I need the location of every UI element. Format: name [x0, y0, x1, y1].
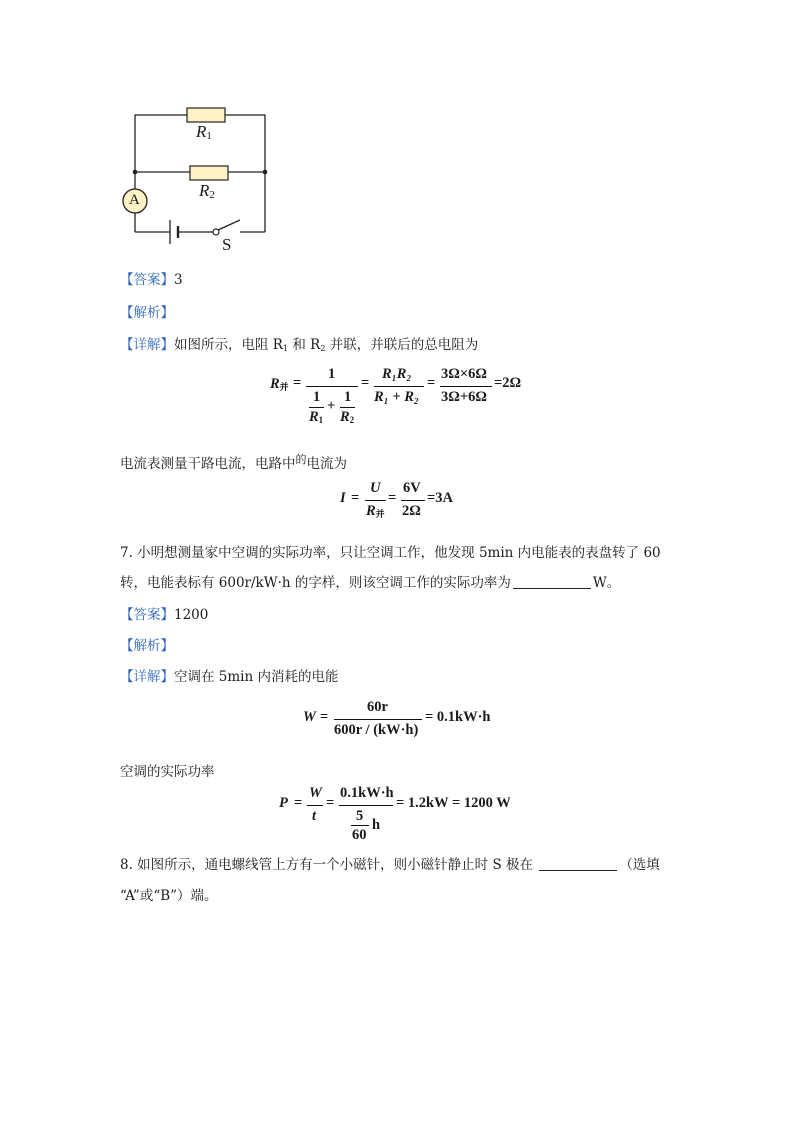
f4-f2-den-bar — [351, 825, 369, 826]
f1-result: =2Ω — [494, 375, 522, 391]
ammeter-label: A — [129, 192, 140, 208]
f1-big-num: 1 — [328, 366, 336, 382]
f2-eq: = — [351, 490, 360, 506]
analysis-tag: 【解析】 — [120, 305, 174, 321]
f1-lhs-sub: 并 — [279, 382, 289, 392]
f3-bar — [334, 719, 422, 720]
f2-f1-den — [366, 503, 385, 520]
q8-question-line1 — [120, 853, 660, 873]
answer-tag: 【答案】 — [120, 607, 174, 623]
f1-d1-den-letter: R — [309, 409, 319, 425]
q7-answer-blank — [513, 577, 591, 589]
f2-f2-den: 2Ω — [402, 503, 421, 519]
answer-tag: 【答案】 — [120, 272, 174, 288]
f4-f1-den: t — [312, 808, 317, 824]
q6-current-line — [120, 451, 347, 472]
q8-answer-blank — [539, 859, 617, 871]
q6-answer-line — [120, 268, 183, 288]
r1-subscript: 1 — [206, 130, 212, 142]
f1-d1-den-sub: 1 — [318, 415, 324, 425]
f2-f2-num: 6V — [403, 480, 421, 496]
f1-d2-bar — [340, 407, 355, 408]
q8-line1-text: 8. 如图所示，通电螺线管上方有一个小磁针，则小磁针静止时 S 极在 — [120, 857, 534, 873]
q6-detail-text: 如图所示，电阻 R — [174, 337, 283, 353]
r2-subscript: 2 — [209, 189, 215, 201]
switch-lever — [218, 220, 240, 230]
junction-left — [133, 170, 138, 175]
f3-eq: = — [320, 709, 329, 725]
q7-answer-value: 1200 — [174, 607, 209, 623]
f3-num: 60r — [367, 699, 388, 715]
switch-label: S — [222, 235, 232, 254]
detail-tag: 【详解】 — [120, 669, 174, 685]
resistor-r2 — [190, 166, 228, 180]
q7-line2-unit: W。 — [592, 575, 621, 591]
q6-answer-value: 3 — [174, 272, 183, 288]
detail-tag: 【详解】 — [120, 337, 174, 353]
q8-line1-hint: （选填 — [619, 857, 660, 873]
f1-f3-bar — [440, 386, 492, 387]
q7-power-line: 空调的实际功率 — [120, 764, 215, 780]
f4-f2-den-den: 60 — [352, 827, 367, 843]
f1-d2-den — [340, 409, 354, 426]
f1-f2-den: R₁ + R₂ — [374, 389, 419, 405]
f2-result: =3A — [427, 490, 453, 506]
q7-question-line2 — [120, 571, 620, 591]
f1-lhs-letter: R — [270, 376, 280, 392]
f1-eq: = — [293, 375, 302, 391]
f3-den: 600r / (kW·h) — [334, 722, 419, 738]
f2-f1-den-sub: 并 — [375, 509, 385, 519]
f4-f1-num: W — [309, 785, 322, 801]
r1-label — [196, 122, 212, 142]
f4-eq: = — [294, 795, 303, 811]
f3-lhs: W — [303, 709, 316, 725]
f4-eq2: = — [326, 795, 335, 811]
f2-f1-bar — [365, 500, 386, 501]
f1-d2-den-letter: R — [340, 409, 350, 425]
f1-plus: + — [327, 398, 336, 414]
q6-detail-sub1: 1 — [282, 344, 289, 353]
f1-lhs — [270, 376, 289, 393]
junction-right — [263, 170, 268, 175]
f1-eq3: = — [427, 375, 436, 391]
q6-analysis-line — [120, 301, 174, 321]
f3-result: = 0.1kW·h — [425, 709, 491, 725]
q7-question-line1: 7. 小明想测量家中空调的实际功率，只让空调工作，他发现 5min 内电能表的表盘转了 60 — [120, 545, 661, 561]
f4-f2-num: 0.1kW·h — [340, 785, 394, 801]
q7-detail-line — [120, 665, 339, 685]
f1-f2-bar — [374, 386, 424, 387]
f1-d2-num: 1 — [344, 389, 352, 405]
f4-f2-den-num: 5 — [356, 808, 364, 824]
analysis-tag: 【解析】 — [120, 638, 174, 654]
q6-detail-end: 并联，并联后的总电阻为 — [325, 337, 479, 353]
f1-eq2: = — [361, 375, 370, 391]
q6-current-text: 电流表测量干路电流，电路中 — [120, 456, 296, 472]
f1-f2-num: R₁R₂ — [382, 366, 412, 382]
r1-letter: R — [196, 122, 207, 141]
r2-label — [199, 181, 215, 201]
f1-d1-den — [309, 409, 323, 426]
f1-d2-den-sub: 2 — [349, 415, 355, 425]
f4-f1-bar — [307, 805, 323, 806]
q7-detail-text: 空调在 5min 内消耗的电能 — [174, 669, 339, 685]
circuit-diagram — [110, 100, 280, 260]
q7-answer-line — [120, 603, 208, 623]
f4-lhs: P — [279, 795, 288, 811]
f4-result: = 1.2kW = 1200 W — [396, 795, 511, 811]
f1-f3-num: 3Ω×6Ω — [441, 366, 487, 382]
f2-f1-num: U — [370, 480, 381, 496]
q6-detail-sub2: 2 — [320, 344, 326, 353]
f1-d1-num: 1 — [313, 389, 321, 405]
f2-lhs: I — [340, 490, 346, 506]
f1-d1-bar — [309, 407, 324, 408]
r2-letter: R — [199, 181, 210, 200]
f1-big-bar — [306, 386, 358, 387]
q6-current-de: 的 — [295, 453, 307, 466]
f2-f2-bar — [401, 500, 425, 501]
resistor-r1 — [187, 108, 225, 122]
q7-line2-text: 转，电能表标有 600r/kW·h 的字样，则该空调工作的实际功率为 — [120, 575, 511, 591]
f4-f2-den-unit: h — [372, 817, 381, 833]
q6-detail-line — [120, 333, 478, 353]
f1-f3-den: 3Ω+6Ω — [441, 389, 487, 405]
f4-f2-bar — [339, 805, 393, 806]
q7-analysis-line — [120, 634, 174, 654]
q6-detail-mid: 和 R — [288, 337, 321, 353]
f2-f1-den-letter: R — [366, 503, 376, 519]
f2-eq2: = — [388, 490, 397, 506]
q6-current-end: 电流为 — [306, 456, 347, 472]
q8-question-line2: “A”或“B”）端。 — [120, 888, 218, 904]
